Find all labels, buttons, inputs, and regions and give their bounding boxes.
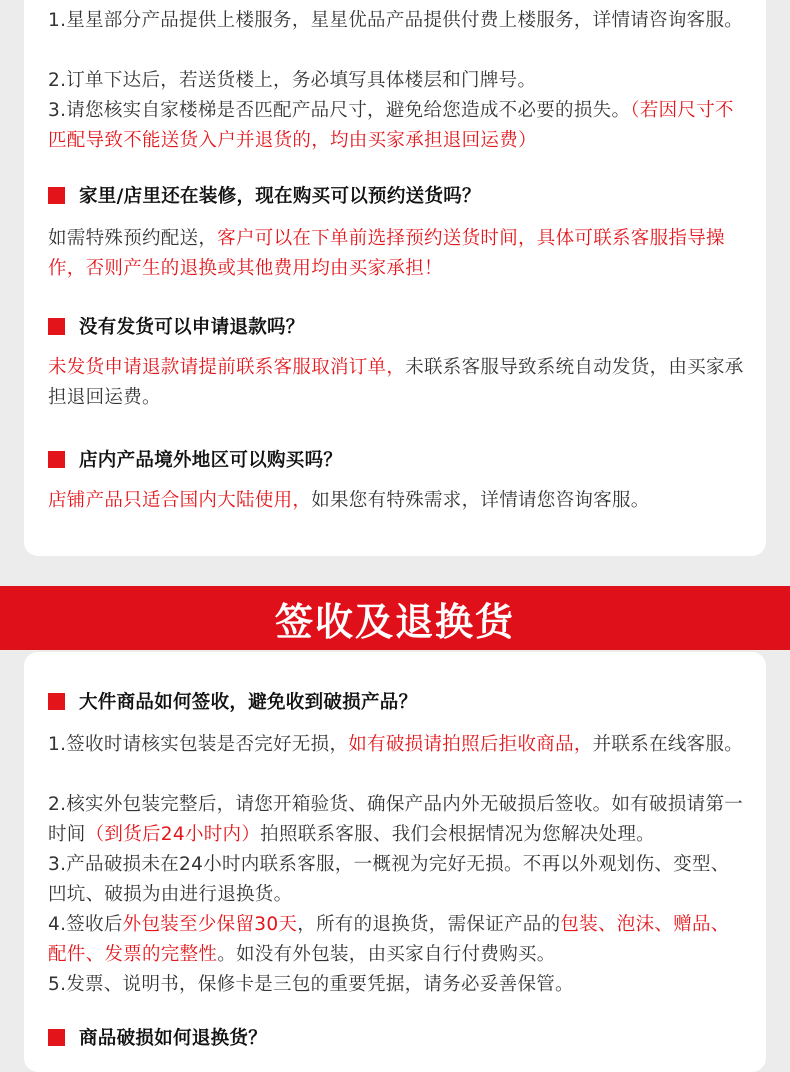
- red-square-icon: [48, 318, 65, 335]
- intro-item-1: 1.星星部分产品提供上楼服务，星星优品产品提供付费上楼服务，详情请咨询客服。: [48, 10, 744, 31]
- red-square-icon: [48, 187, 65, 204]
- banner-title: 签收及退换货: [274, 599, 515, 644]
- question-renovation: [48, 180, 481, 210]
- intro-item-3: 3.请您核实自家楼梯是否匹配产品尺寸，避免给您造成不必要的损失。（若因尺寸不匹配导致不能送货入户并退货的，均由买家承担退回运费）: [48, 100, 734, 151]
- question-signing: [48, 686, 417, 716]
- question-damage-return: [48, 1022, 267, 1052]
- answer-renovation: 如需特殊预约配送，客户可以在下单前选择预约送货时间，具体可联系客服指导操作，否则产生的退换或其他费用均由买家承担！: [48, 228, 725, 279]
- question-title: 没有发货可以申请退款吗？: [79, 317, 305, 338]
- question-title: 商品破损如何退换货？: [79, 1028, 268, 1049]
- red-square-icon: [48, 451, 65, 468]
- signing-item-3: 3.产品破损未在24小时内联系客服，一概视为完好无损。不再以外观划伤、变型、凹坑、破损为由进行退换货。: [48, 854, 730, 905]
- faq-card-receipt: [24, 652, 766, 1072]
- answer-refund: 未发货申请退款请提前联系客服取消订单，未联系客服导致系统自动发货，由买家承担退回运费。: [48, 357, 744, 408]
- question-refund: [48, 311, 305, 341]
- signing-item-1: 1.签收时请核实包装是否完好无损，如有破损请拍照后拒收商品，并联系在线客服。: [48, 734, 744, 755]
- question-title: 店内产品境外地区可以购买吗？: [79, 450, 343, 471]
- signing-item-5: 5.发票、说明书，保修卡是三包的重要凭据，请务必妥善保管。: [48, 974, 574, 995]
- red-square-icon: [48, 1029, 65, 1046]
- red-square-icon: [48, 693, 65, 710]
- signing-item-2: 2.核实外包装完整后，请您开箱验货、确保产品内外无破损后签收。如有破损请第一时间（到货后24小时内）拍照联系客服、我们会根据情况为您解决处理。: [48, 794, 744, 845]
- section-banner: [0, 586, 790, 650]
- question-title: 大件商品如何签收，避免收到破损产品？: [79, 692, 418, 713]
- question-title: 家里/店里还在装修，现在购买可以预约送货吗？: [79, 186, 481, 207]
- signing-item-4: 4.签收后外包装至少保留30天，所有的退换货，需保证产品的包装、泡沫、赠品、配件、发票的完整性。如没有外包装，由买家自行付费购买。: [48, 914, 730, 965]
- intro-item-2: 2.订单下达后，若送货楼上，务必填写具体楼层和门牌号。: [48, 70, 537, 91]
- question-overseas: [48, 444, 342, 474]
- faq-card-delivery: [24, 0, 766, 556]
- answer-overseas: 店铺产品只适合国内大陆使用，如果您有特殊需求，详情请您咨询客服。: [48, 490, 650, 511]
